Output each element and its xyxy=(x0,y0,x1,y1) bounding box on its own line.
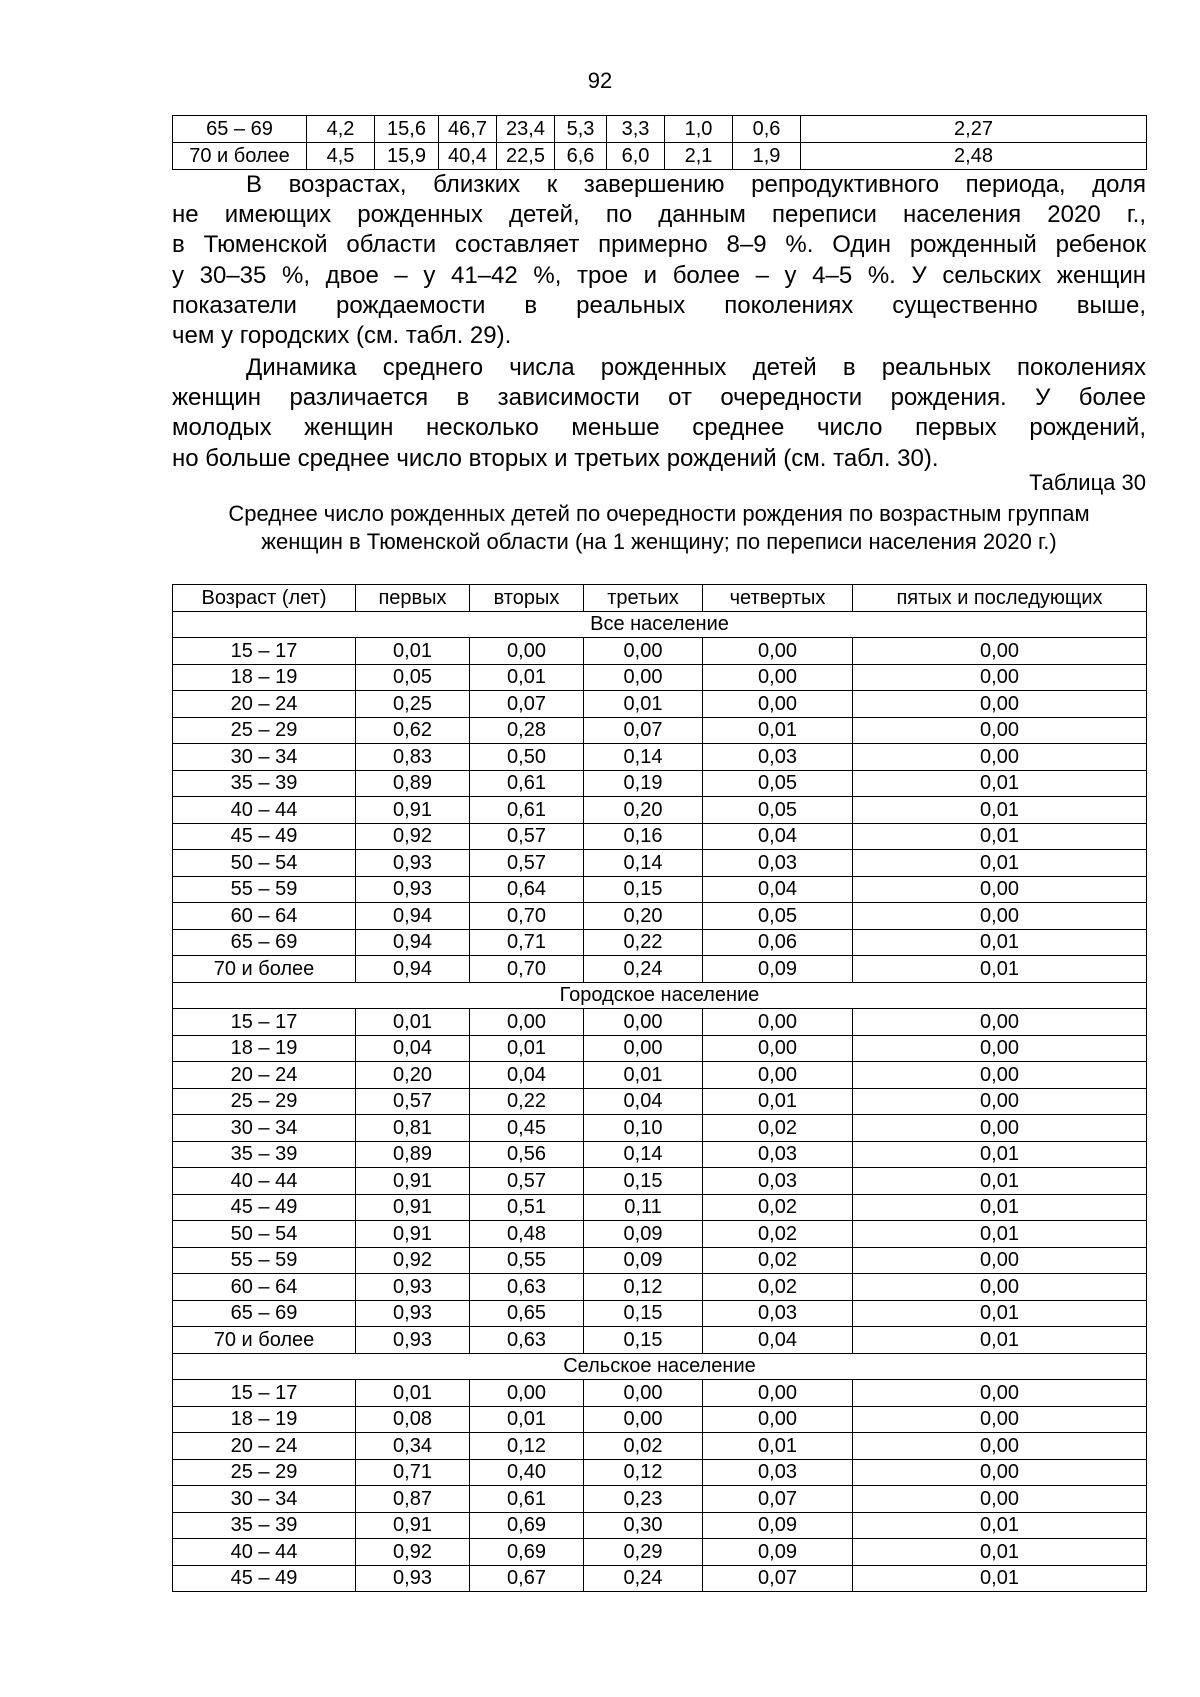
value-cell: 0,05 xyxy=(703,797,853,824)
value-cell: 0,57 xyxy=(356,1088,470,1115)
value-cell: 0,04 xyxy=(356,1035,470,1062)
table-row xyxy=(173,1088,1147,1115)
value-cell: 0,00 xyxy=(853,691,1147,718)
value-cell: 0,92 xyxy=(356,1539,470,1566)
value-cell: 0,61 xyxy=(470,1486,584,1513)
value-cell: 0,93 xyxy=(356,850,470,877)
paragraph-2 xyxy=(172,353,1146,474)
value-cell: 0,91 xyxy=(356,1221,470,1248)
value-cell: 0,00 xyxy=(584,664,703,691)
age-cell: 35 – 39 xyxy=(173,770,356,797)
table-row xyxy=(173,1539,1147,1566)
table-row xyxy=(173,1565,1147,1592)
value-cell: 0,09 xyxy=(584,1221,703,1248)
value-cell: 0,01 xyxy=(703,1088,853,1115)
table-caption-line: женщин в Тюменской области (на 1 женщину; по переписи населения 2020 г.) xyxy=(261,529,1057,554)
value-cell: 0,22 xyxy=(470,1088,584,1115)
value-cell: 0,03 xyxy=(703,1141,853,1168)
value-cell: 0,01 xyxy=(853,956,1147,983)
value-cell: 0,00 xyxy=(853,1486,1147,1513)
value-cell: 0,15 xyxy=(584,876,703,903)
value-cell: 0,05 xyxy=(703,903,853,930)
value-cell: 0,01 xyxy=(853,1327,1147,1354)
value-cell: 0,00 xyxy=(703,1380,853,1407)
table-row xyxy=(173,1327,1147,1354)
header-fifth-plus: пятых и последующих xyxy=(853,585,1147,612)
paragraph-line: чем у городских (см. табл. 29). xyxy=(172,322,512,350)
paragraph-line: молодых женщин несколько меньше среднее число первых рождений, xyxy=(172,414,1146,442)
table-row xyxy=(173,664,1147,691)
table-row xyxy=(173,1062,1147,1089)
value-cell: 0,02 xyxy=(703,1115,853,1142)
table-row xyxy=(173,1247,1147,1274)
table-caption-line: Среднее число рожденных детей по очередности рождения по возрастным группам xyxy=(228,501,1090,526)
value-cell: 0,01 xyxy=(853,770,1147,797)
table-row xyxy=(173,1274,1147,1301)
age-cell: 20 – 24 xyxy=(173,1062,356,1089)
value-cell: 0,83 xyxy=(356,744,470,771)
header-third: третьих xyxy=(584,585,703,612)
value-cell: 0,02 xyxy=(703,1247,853,1274)
table-row xyxy=(173,116,1147,143)
value-cell: 0,00 xyxy=(853,1009,1147,1036)
value-cell: 0,01 xyxy=(853,1300,1147,1327)
value-cell: 0,89 xyxy=(356,1141,470,1168)
value-cell: 0,63 xyxy=(470,1327,584,1354)
table-row xyxy=(173,850,1147,877)
value-cell: 0,14 xyxy=(584,744,703,771)
age-cell: 15 – 17 xyxy=(173,1009,356,1036)
value-cell: 0,09 xyxy=(703,1512,853,1539)
table-row xyxy=(173,1009,1147,1036)
value-cell: 0,00 xyxy=(703,1406,853,1433)
value-cell: 0,00 xyxy=(853,1274,1147,1301)
table-cell: 4,2 xyxy=(307,116,375,143)
value-cell: 0,94 xyxy=(356,903,470,930)
table-row xyxy=(173,744,1147,771)
paragraph-line: в Тюменской области составляет примерно 8–9 %. Один рожденный ребенок xyxy=(172,231,1146,259)
value-cell: 0,20 xyxy=(356,1062,470,1089)
value-cell: 0,07 xyxy=(703,1486,853,1513)
value-cell: 0,00 xyxy=(703,1009,853,1036)
value-cell: 0,01 xyxy=(470,1035,584,1062)
table-row xyxy=(173,691,1147,718)
value-cell: 0,91 xyxy=(356,797,470,824)
value-cell: 0,93 xyxy=(356,876,470,903)
paragraph-line: но больше среднее число вторых и третьих рождений (см. табл. 30). xyxy=(172,444,939,472)
value-cell: 0,06 xyxy=(703,929,853,956)
table-cell: 2,1 xyxy=(665,143,733,170)
value-cell: 0,12 xyxy=(584,1459,703,1486)
age-cell: 25 – 29 xyxy=(173,717,356,744)
value-cell: 0,61 xyxy=(470,797,584,824)
value-cell: 0,00 xyxy=(470,1009,584,1036)
value-cell: 0,04 xyxy=(703,876,853,903)
value-cell: 0,00 xyxy=(584,638,703,665)
value-cell: 0,01 xyxy=(853,1168,1147,1195)
table-row xyxy=(173,876,1147,903)
age-cell: 25 – 29 xyxy=(173,1088,356,1115)
value-cell: 0,03 xyxy=(703,744,853,771)
table-row xyxy=(173,1406,1147,1433)
value-cell: 0,71 xyxy=(356,1459,470,1486)
age-cell: 40 – 44 xyxy=(173,1539,356,1566)
value-cell: 0,07 xyxy=(584,717,703,744)
table-cell: 70 и более xyxy=(173,143,307,170)
value-cell: 0,10 xyxy=(584,1115,703,1142)
table-cell: 65 – 69 xyxy=(173,116,307,143)
section-row xyxy=(173,1353,1147,1380)
value-cell: 0,63 xyxy=(470,1274,584,1301)
age-cell: 45 – 49 xyxy=(173,1565,356,1592)
value-cell: 0,02 xyxy=(703,1194,853,1221)
value-cell: 0,00 xyxy=(853,638,1147,665)
value-cell: 0,91 xyxy=(356,1512,470,1539)
table-cell: 2,27 xyxy=(801,116,1147,143)
value-cell: 0,01 xyxy=(703,1433,853,1460)
value-cell: 0,00 xyxy=(853,1247,1147,1274)
value-cell: 0,57 xyxy=(470,823,584,850)
value-cell: 0,00 xyxy=(853,717,1147,744)
age-cell: 30 – 34 xyxy=(173,1115,356,1142)
value-cell: 0,65 xyxy=(470,1300,584,1327)
value-cell: 0,24 xyxy=(584,1565,703,1592)
age-cell: 55 – 59 xyxy=(173,1247,356,1274)
value-cell: 0,00 xyxy=(853,1406,1147,1433)
table-cell: 6,6 xyxy=(555,143,607,170)
value-cell: 0,00 xyxy=(853,1062,1147,1089)
value-cell: 0,01 xyxy=(853,1221,1147,1248)
value-cell: 0,12 xyxy=(470,1433,584,1460)
value-cell: 0,04 xyxy=(703,1327,853,1354)
value-cell: 0,25 xyxy=(356,691,470,718)
table-row xyxy=(173,797,1147,824)
table-row xyxy=(173,1221,1147,1248)
age-cell: 20 – 24 xyxy=(173,1433,356,1460)
section-title: Сельское население xyxy=(173,1353,1147,1380)
age-cell: 35 – 39 xyxy=(173,1141,356,1168)
page-number: 92 xyxy=(587,68,613,93)
value-cell: 0,00 xyxy=(853,664,1147,691)
value-cell: 0,94 xyxy=(356,929,470,956)
section-title: Городское население xyxy=(173,982,1147,1009)
age-cell: 45 – 49 xyxy=(173,1194,356,1221)
table-row xyxy=(173,1035,1147,1062)
value-cell: 0,20 xyxy=(584,903,703,930)
age-cell: 40 – 44 xyxy=(173,797,356,824)
value-cell: 0,89 xyxy=(356,770,470,797)
section-row xyxy=(173,611,1147,638)
table-header-row xyxy=(173,585,1147,612)
table-cell: 0,6 xyxy=(733,116,801,143)
value-cell: 0,01 xyxy=(853,929,1147,956)
table-cell: 15,9 xyxy=(375,143,439,170)
age-cell: 70 и более xyxy=(173,956,356,983)
age-cell: 55 – 59 xyxy=(173,876,356,903)
value-cell: 0,01 xyxy=(356,1380,470,1407)
value-cell: 0,01 xyxy=(356,1009,470,1036)
value-cell: 0,01 xyxy=(470,664,584,691)
value-cell: 0,00 xyxy=(584,1009,703,1036)
value-cell: 0,04 xyxy=(584,1088,703,1115)
age-cell: 45 – 49 xyxy=(173,823,356,850)
age-cell: 35 – 39 xyxy=(173,1512,356,1539)
value-cell: 0,48 xyxy=(470,1221,584,1248)
value-cell: 0,24 xyxy=(584,956,703,983)
value-cell: 0,03 xyxy=(703,1459,853,1486)
table-caption xyxy=(172,500,1146,556)
value-cell: 0,12 xyxy=(584,1274,703,1301)
value-cell: 0,00 xyxy=(853,903,1147,930)
value-cell: 0,00 xyxy=(703,691,853,718)
table-cell: 40,4 xyxy=(439,143,497,170)
value-cell: 0,01 xyxy=(356,638,470,665)
value-cell: 0,61 xyxy=(470,770,584,797)
age-cell: 65 – 69 xyxy=(173,1300,356,1327)
age-cell: 18 – 19 xyxy=(173,1035,356,1062)
age-cell: 30 – 34 xyxy=(173,744,356,771)
value-cell: 0,01 xyxy=(853,1141,1147,1168)
value-cell: 0,00 xyxy=(853,1035,1147,1062)
value-cell: 0,40 xyxy=(470,1459,584,1486)
age-cell: 70 и более xyxy=(173,1327,356,1354)
age-cell: 60 – 64 xyxy=(173,1274,356,1301)
value-cell: 0,00 xyxy=(470,638,584,665)
value-cell: 0,11 xyxy=(584,1194,703,1221)
value-cell: 0,03 xyxy=(703,1300,853,1327)
value-cell: 0,91 xyxy=(356,1194,470,1221)
table-row xyxy=(173,1486,1147,1513)
table-cell: 6,0 xyxy=(607,143,665,170)
paragraph-line: Динамика среднего числа рожденных детей в реальных поколениях xyxy=(246,354,1146,381)
value-cell: 0,64 xyxy=(470,876,584,903)
value-cell: 0,00 xyxy=(853,1433,1147,1460)
table-cell: 23,4 xyxy=(497,116,555,143)
value-cell: 0,01 xyxy=(853,850,1147,877)
age-cell: 40 – 44 xyxy=(173,1168,356,1195)
value-cell: 0,69 xyxy=(470,1512,584,1539)
value-cell: 0,14 xyxy=(584,850,703,877)
value-cell: 0,14 xyxy=(584,1141,703,1168)
paragraph-line: не имеющих рожденных детей, по данным переписи населения 2020 г., xyxy=(172,201,1146,229)
header-age: Возраст (лет) xyxy=(173,585,356,612)
value-cell: 0,93 xyxy=(356,1565,470,1592)
age-cell: 30 – 34 xyxy=(173,1486,356,1513)
value-cell: 0,57 xyxy=(470,1168,584,1195)
value-cell: 0,01 xyxy=(584,691,703,718)
age-cell: 18 – 19 xyxy=(173,664,356,691)
table-row xyxy=(173,1433,1147,1460)
value-cell: 0,62 xyxy=(356,717,470,744)
table-row xyxy=(173,1194,1147,1221)
table-cell: 4,5 xyxy=(307,143,375,170)
value-cell: 0,01 xyxy=(853,823,1147,850)
value-cell: 0,15 xyxy=(584,1300,703,1327)
table-cell: 1,9 xyxy=(733,143,801,170)
paragraph-line: у 30–35 %, двое – у 41–42 %, трое и более – у 4–5 %. У сельских женщин xyxy=(172,261,1146,289)
value-cell: 0,92 xyxy=(356,823,470,850)
table-cell: 15,6 xyxy=(375,116,439,143)
value-cell: 0,04 xyxy=(703,823,853,850)
value-cell: 0,01 xyxy=(703,717,853,744)
value-cell: 0,01 xyxy=(853,1512,1147,1539)
value-cell: 0,02 xyxy=(703,1274,853,1301)
value-cell: 0,22 xyxy=(584,929,703,956)
value-cell: 0,91 xyxy=(356,1168,470,1195)
section-row xyxy=(173,982,1147,1009)
value-cell: 0,51 xyxy=(470,1194,584,1221)
value-cell: 0,34 xyxy=(356,1433,470,1460)
value-cell: 0,09 xyxy=(703,956,853,983)
age-cell: 50 – 54 xyxy=(173,1221,356,1248)
value-cell: 0,28 xyxy=(470,717,584,744)
value-cell: 0,67 xyxy=(470,1565,584,1592)
value-cell: 0,00 xyxy=(853,1115,1147,1142)
value-cell: 0,03 xyxy=(703,1168,853,1195)
value-cell: 0,01 xyxy=(584,1062,703,1089)
age-cell: 15 – 17 xyxy=(173,1380,356,1407)
table-cell: 2,48 xyxy=(801,143,1147,170)
paragraph-1 xyxy=(172,170,1146,351)
table-row xyxy=(173,1380,1147,1407)
value-cell: 0,00 xyxy=(853,1380,1147,1407)
table-row xyxy=(173,770,1147,797)
paragraph-line: женщин различается в зависимости от очередности рождения. У более xyxy=(172,384,1146,412)
table-cell: 5,3 xyxy=(555,116,607,143)
value-cell: 0,03 xyxy=(703,850,853,877)
value-cell: 0,15 xyxy=(584,1327,703,1354)
table-label: Таблица 30 xyxy=(1029,470,1146,495)
value-cell: 0,19 xyxy=(584,770,703,797)
table-row xyxy=(173,1512,1147,1539)
value-cell: 0,00 xyxy=(853,876,1147,903)
value-cell: 0,01 xyxy=(853,797,1147,824)
value-cell: 0,00 xyxy=(853,744,1147,771)
value-cell: 0,00 xyxy=(703,1035,853,1062)
table-row xyxy=(173,1300,1147,1327)
age-cell: 25 – 29 xyxy=(173,1459,356,1486)
age-cell: 50 – 54 xyxy=(173,850,356,877)
table-row xyxy=(173,1168,1147,1195)
table-cell: 22,5 xyxy=(497,143,555,170)
value-cell: 0,92 xyxy=(356,1247,470,1274)
value-cell: 0,00 xyxy=(853,1088,1147,1115)
age-cell: 65 – 69 xyxy=(173,929,356,956)
paragraph-line: В возрастах, близких к завершению репродуктивного периода, доля xyxy=(246,171,1146,198)
value-cell: 0,00 xyxy=(470,1380,584,1407)
value-cell: 0,29 xyxy=(584,1539,703,1566)
table-row xyxy=(173,638,1147,665)
value-cell: 0,23 xyxy=(584,1486,703,1513)
table-row xyxy=(173,903,1147,930)
value-cell: 0,00 xyxy=(584,1406,703,1433)
value-cell: 0,15 xyxy=(584,1168,703,1195)
value-cell: 0,71 xyxy=(470,929,584,956)
section-title: Все население xyxy=(173,611,1147,638)
value-cell: 0,81 xyxy=(356,1115,470,1142)
table-row xyxy=(173,929,1147,956)
age-cell: 20 – 24 xyxy=(173,691,356,718)
value-cell: 0,08 xyxy=(356,1406,470,1433)
value-cell: 0,69 xyxy=(470,1539,584,1566)
table-row xyxy=(173,1115,1147,1142)
table-cell: 46,7 xyxy=(439,116,497,143)
value-cell: 0,00 xyxy=(584,1380,703,1407)
value-cell: 0,00 xyxy=(853,1459,1147,1486)
value-cell: 0,55 xyxy=(470,1247,584,1274)
value-cell: 0,02 xyxy=(584,1433,703,1460)
value-cell: 0,01 xyxy=(470,1406,584,1433)
table-cell: 1,0 xyxy=(665,116,733,143)
value-cell: 0,93 xyxy=(356,1327,470,1354)
table-row xyxy=(173,1141,1147,1168)
value-cell: 0,07 xyxy=(470,691,584,718)
value-cell: 0,00 xyxy=(703,638,853,665)
value-cell: 0,93 xyxy=(356,1274,470,1301)
value-cell: 0,16 xyxy=(584,823,703,850)
table-row xyxy=(173,143,1147,170)
table-30 xyxy=(172,584,1147,1592)
value-cell: 0,56 xyxy=(470,1141,584,1168)
value-cell: 0,87 xyxy=(356,1486,470,1513)
value-cell: 0,57 xyxy=(470,850,584,877)
value-cell: 0,02 xyxy=(703,1221,853,1248)
value-cell: 0,50 xyxy=(470,744,584,771)
value-cell: 0,00 xyxy=(584,1035,703,1062)
table-row xyxy=(173,823,1147,850)
table-row xyxy=(173,956,1147,983)
value-cell: 0,00 xyxy=(703,1062,853,1089)
value-cell: 0,70 xyxy=(470,903,584,930)
value-cell: 0,70 xyxy=(470,956,584,983)
value-cell: 0,93 xyxy=(356,1300,470,1327)
value-cell: 0,94 xyxy=(356,956,470,983)
value-cell: 0,01 xyxy=(853,1194,1147,1221)
value-cell: 0,05 xyxy=(356,664,470,691)
paragraph-line: показатели рождаемости в реальных поколениях существенно выше, xyxy=(172,291,1146,319)
header-fourth: четвертых xyxy=(703,585,853,612)
value-cell: 0,09 xyxy=(584,1247,703,1274)
table-cell: 3,3 xyxy=(607,116,665,143)
value-cell: 0,09 xyxy=(703,1539,853,1566)
age-cell: 18 – 19 xyxy=(173,1406,356,1433)
value-cell: 0,00 xyxy=(703,664,853,691)
table-29-continuation xyxy=(172,115,1147,170)
value-cell: 0,01 xyxy=(853,1565,1147,1592)
age-cell: 15 – 17 xyxy=(173,638,356,665)
table-row xyxy=(173,1459,1147,1486)
value-cell: 0,01 xyxy=(853,1539,1147,1566)
value-cell: 0,05 xyxy=(703,770,853,797)
age-cell: 60 – 64 xyxy=(173,903,356,930)
value-cell: 0,45 xyxy=(470,1115,584,1142)
value-cell: 0,07 xyxy=(703,1565,853,1592)
value-cell: 0,30 xyxy=(584,1512,703,1539)
value-cell: 0,20 xyxy=(584,797,703,824)
header-second: вторых xyxy=(470,585,584,612)
table-row xyxy=(173,717,1147,744)
header-first: первых xyxy=(356,585,470,612)
value-cell: 0,04 xyxy=(470,1062,584,1089)
